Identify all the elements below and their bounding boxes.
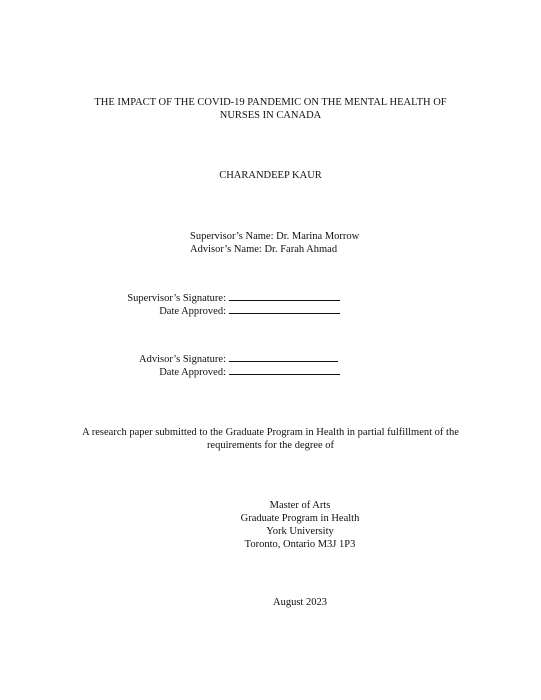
title-line-2: NURSES IN CANADA: [219, 110, 322, 121]
advisor-name: Advisor’s Name: Dr. Farah Ahmad: [190, 244, 338, 255]
advisor-signature-row: [100, 352, 338, 366]
degree-university: York University: [266, 526, 334, 537]
supervisor-signature-row: [100, 291, 340, 305]
statement-line-2: requirements for the degree of: [206, 440, 335, 451]
advisor-signature-label: Advisor’s Signature:: [138, 354, 226, 365]
advisor-signature-line: [229, 352, 338, 362]
title-line-1: THE IMPACT OF THE COVID-19 PANDEMIC ON THE MENTAL HEALTH OF: [94, 97, 447, 108]
submission-date: August 2023: [273, 597, 327, 608]
committee-names: [190, 230, 359, 256]
author-name: CHARANDEEP KAUR: [219, 170, 322, 181]
supervisor-name: Supervisor’s Name: Dr. Marina Morrow: [190, 231, 360, 242]
thesis-title: [0, 96, 541, 122]
submission-statement: [0, 426, 541, 452]
degree-location: Toronto, Ontario M3J 1P3: [244, 539, 356, 550]
supervisor-date-line: [229, 304, 340, 314]
degree-info: [190, 499, 410, 551]
supervisor-date-label: Date Approved:: [159, 306, 226, 317]
advisor-date-label: Date Approved:: [159, 367, 226, 378]
degree-name: Master of Arts: [269, 500, 331, 511]
degree-program: Graduate Program in Health: [240, 513, 360, 524]
statement-line-1: A research paper submitted to the Graduate Program in Health in partial fulfillment of the: [82, 427, 459, 438]
supervisor-date-row: [100, 304, 340, 318]
supervisor-signature-label: Supervisor’s Signature:: [127, 293, 226, 304]
supervisor-signature-line: [229, 291, 340, 301]
advisor-date-row: [100, 365, 340, 379]
advisor-date-line: [229, 365, 340, 375]
